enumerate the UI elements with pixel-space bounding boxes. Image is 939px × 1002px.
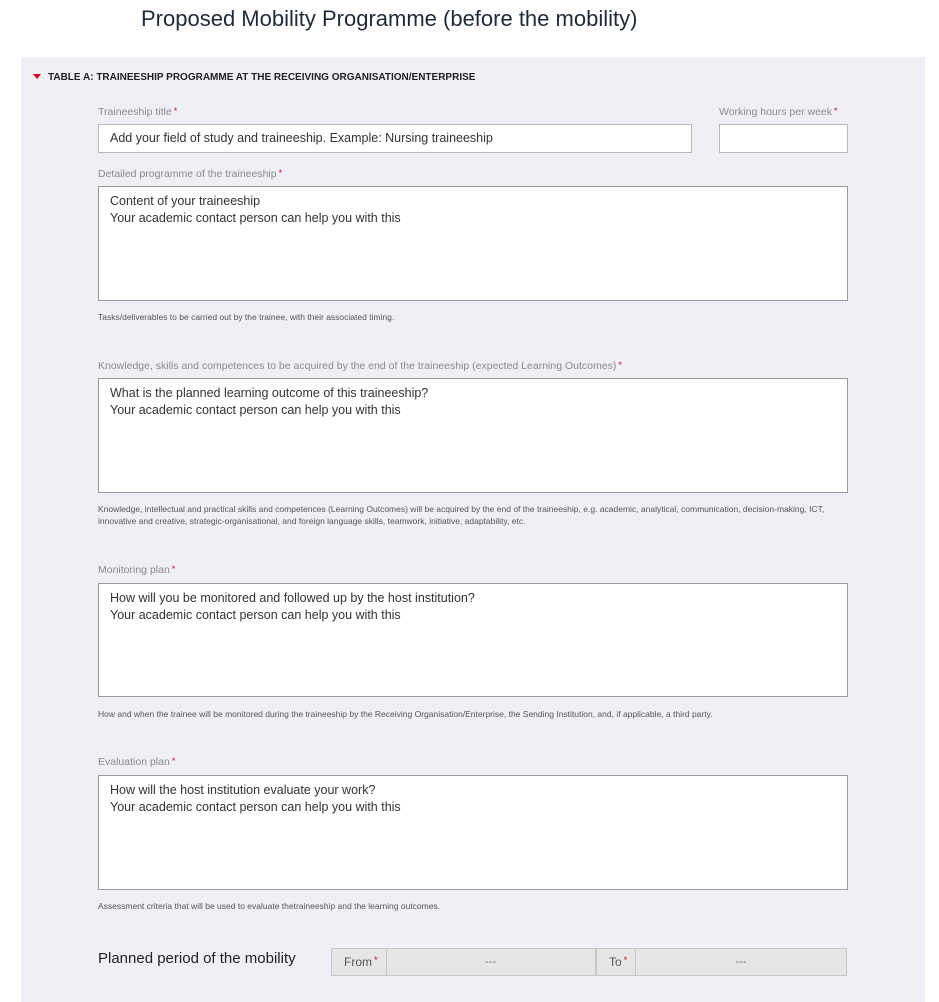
learning-outcomes-textarea[interactable]: What is the planned learning outcome of this traineeship? Your academic contact person can help you with this — [98, 378, 848, 493]
monitoring-plan-label: Monitoring plan * — [98, 564, 176, 576]
section-title: TABLE A: TRAINEESHIP PROGRAMME AT THE RECEIVING ORGANISATION/ENTERPRISE — [48, 72, 476, 83]
required-marker: * — [171, 756, 176, 766]
detailed-programme-textarea[interactable]: Content of your traineeship Your academic contact person can help you with this — [98, 186, 848, 301]
page-title: Proposed Mobility Programme (before the mobility) — [141, 6, 638, 31]
required-marker: * — [171, 564, 176, 574]
period-to-label: To * — [609, 955, 628, 969]
period-to-value[interactable]: --- — [735, 956, 747, 968]
working-hours-input[interactable] — [719, 124, 848, 153]
period-from-field[interactable] — [331, 948, 596, 976]
evaluation-plan-help: Assessment criteria that will be used to evaluate thetraineeship and the learning outcomes. — [98, 901, 441, 911]
working-hours-label: Working hours per week * — [719, 106, 838, 118]
required-marker: * — [173, 106, 178, 116]
monitoring-plan-textarea[interactable]: How will you be monitored and followed up by the host institution? Your academic contact person can help you with this — [98, 583, 848, 697]
traineeship-panel — [21, 57, 925, 1002]
detailed-programme-label: Detailed programme of the traineeship * — [98, 168, 283, 180]
traineeship-title-input[interactable]: Add your field of study and traineeship. Example: Nursing traineeship — [98, 124, 692, 153]
section-toggle[interactable] — [33, 72, 475, 83]
required-marker: * — [618, 360, 622, 370]
required-marker: * — [278, 168, 283, 178]
period-from-label: From * — [344, 955, 378, 969]
learning-outcomes-help: Knowledge, intellectual and practical skills and competences (Learning Outcomes) will be acquired by the end of the traineeship, e.g. academic, analytical, communication, decision-making, ICT, innovative and creative, strategic-organisational, and foreign language skills, teamwork, initiative, adaptability, etc. — [98, 504, 825, 526]
monitoring-plan-help: How and when the trainee will be monitored during the traineeship by the Receiving Organisation/Enterprise, the Sending Institution, and, if applicable, a third party. — [98, 709, 713, 719]
planned-period-label: Planned period of the mobility — [98, 950, 296, 967]
detailed-programme-help: Tasks/deliverables to be carried out by the trainee, with their associated timing. — [98, 312, 395, 322]
required-marker: * — [834, 106, 838, 116]
caret-down-icon[interactable] — [33, 74, 41, 79]
period-from-value[interactable]: --- — [485, 956, 497, 968]
traineeship-title-label: Traineeship title * — [98, 106, 178, 118]
learning-outcomes-label: Knowledge, skills and competences to be acquired by the end of the traineeship (expected Learning Outcomes) * — [98, 360, 622, 372]
period-to-field[interactable] — [596, 948, 847, 976]
required-marker: * — [623, 955, 628, 965]
evaluation-plan-label: Evaluation plan * — [98, 756, 176, 768]
required-marker: * — [374, 955, 378, 965]
evaluation-plan-textarea[interactable]: How will the host institution evaluate your work? Your academic contact person can help you with this — [98, 775, 848, 890]
